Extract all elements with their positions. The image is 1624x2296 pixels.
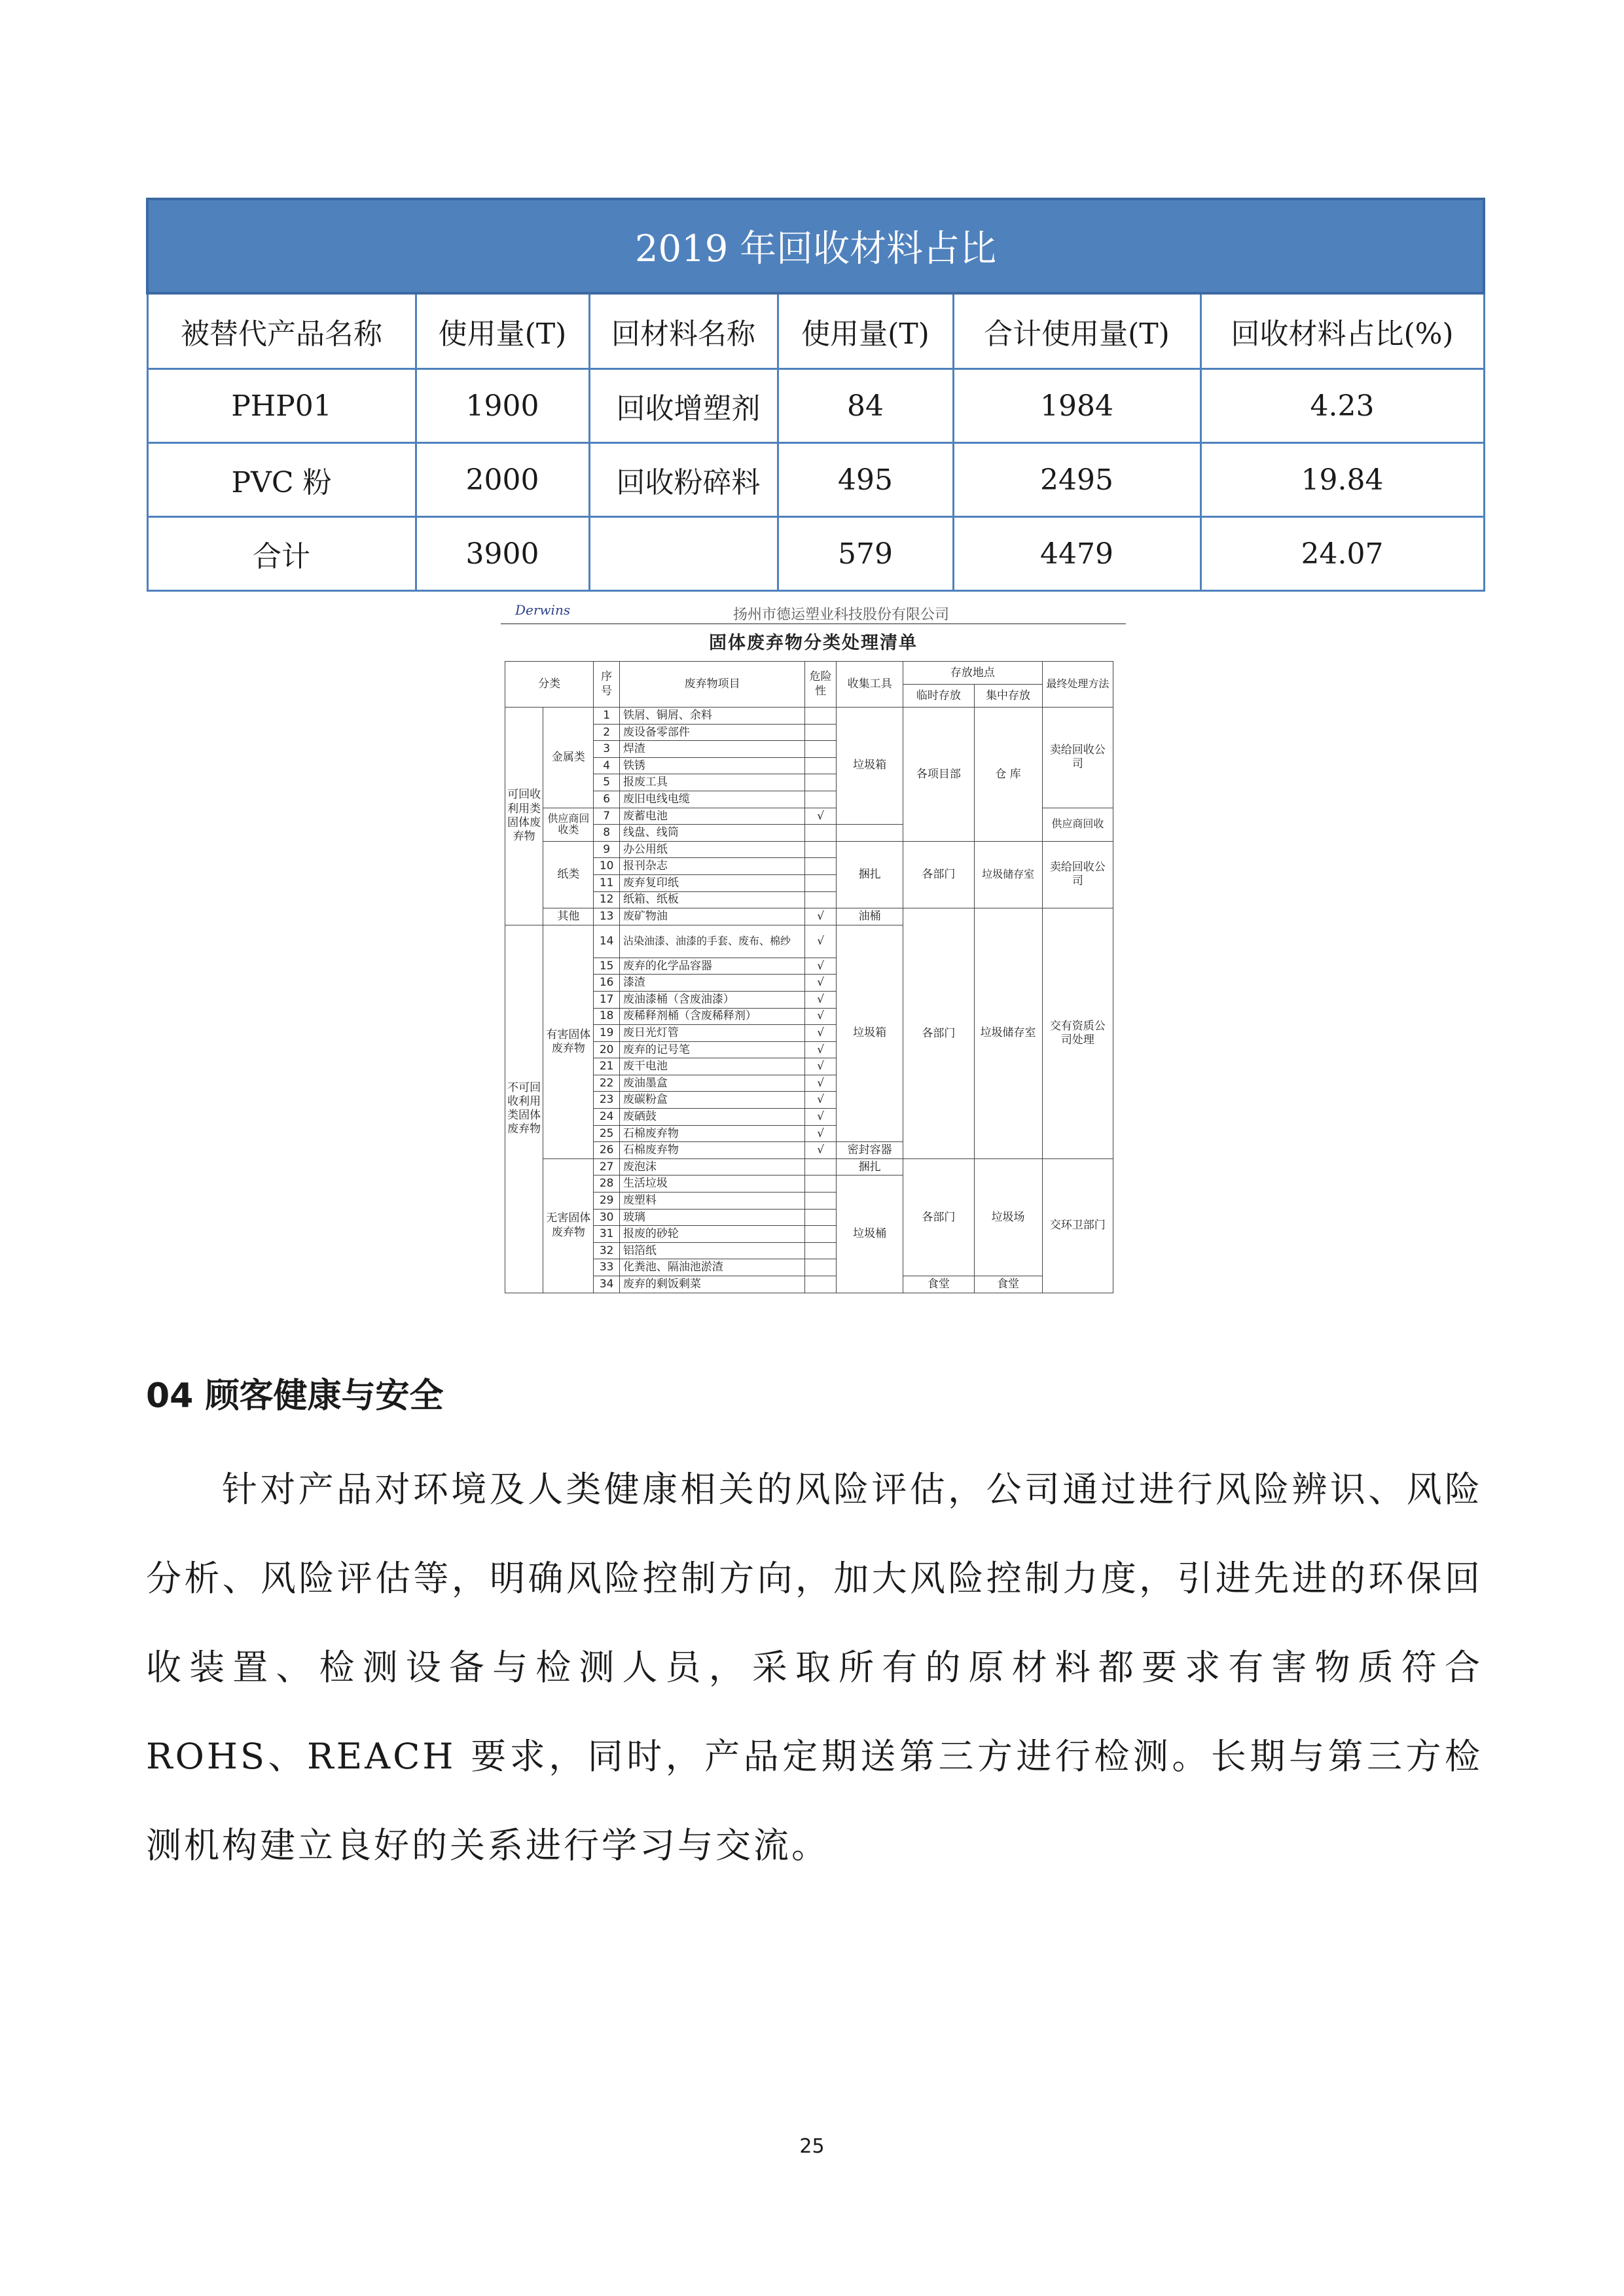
- waste-item: 石棉废弃物: [619, 1125, 804, 1142]
- company-logo: Derwins: [515, 602, 571, 618]
- place-each-dept: 各部门: [903, 908, 974, 1159]
- table-cell: 2495: [953, 443, 1200, 517]
- group-recyclable: 可回收利用类固体废弃物: [505, 708, 543, 925]
- table-cell: 19.84: [1200, 443, 1484, 517]
- place-each-project: 各项目部: [903, 708, 974, 842]
- hazard-mark: √: [805, 1092, 837, 1109]
- hazard-mark: √: [805, 1025, 837, 1042]
- table-cell: 2000: [416, 443, 589, 517]
- waste-item: 铁屑、铜屑、余料: [619, 708, 804, 725]
- waste-item: 焊渣: [619, 741, 804, 758]
- table-cell: 1900: [416, 369, 589, 443]
- waste-item: 铁锈: [619, 757, 804, 774]
- waste-item: 报废工具: [619, 774, 804, 791]
- tool-bucket: 垃圾桶: [837, 1175, 903, 1293]
- waste-item: 废日光灯管: [619, 1025, 804, 1042]
- header-no: 序号: [594, 662, 620, 708]
- table-title: 2019 年回收材料占比: [147, 199, 1484, 293]
- place-each-dept: 各部门: [903, 841, 974, 908]
- header-central: 集中存放: [974, 685, 1042, 708]
- hazard-mark: √: [805, 975, 837, 992]
- hazard-mark: √: [805, 1142, 837, 1159]
- section-paragraph: 针对产品对环境及人类健康相关的风险评估，公司通过进行风险辨识、风险分析、风险评估等，明确风险控制方向，加大风险控制力度，引进先进的环保回收装置、检测设备与检测人员，采取所有的原材料都要求有害物质符合 ROHS、REACH 要求，同时，产品定期送第三方进行检测。长期与第三方检测机构建立良好的关系进行学习与交流。: [146, 1469, 1483, 1866]
- waste-table-title: 固体废弃物分类处理清单: [709, 633, 918, 653]
- header-category: 分类: [505, 662, 594, 708]
- waste-item: 生活垃圾: [619, 1175, 804, 1193]
- table-cell: PVC 粉: [147, 443, 416, 517]
- waste-item: 废塑料: [619, 1193, 804, 1210]
- hazard-mark: √: [805, 991, 837, 1008]
- hazard-mark: √: [805, 1058, 837, 1075]
- hazard-mark: √: [805, 808, 837, 825]
- hazard-mark: √: [805, 1125, 837, 1142]
- hazard-mark: √: [805, 925, 837, 958]
- waste-item: 化粪池、隔油池淤渣: [619, 1259, 804, 1276]
- place-dump: 垃圾场: [974, 1158, 1042, 1276]
- hazard-mark: √: [805, 1109, 837, 1126]
- table-cell: PHP01: [147, 369, 416, 443]
- recycle-ratio-table: [146, 198, 1485, 592]
- header-tool: 收集工具: [837, 662, 903, 708]
- table-cell: [589, 517, 778, 591]
- group-non-recyclable: 不可回收利用类固体废弃物: [505, 925, 543, 1293]
- waste-item: 纸箱、纸板: [619, 891, 804, 908]
- table-row: [147, 369, 1484, 443]
- header-final: 最终处理方法: [1042, 662, 1113, 708]
- table-cell: 4.23: [1200, 369, 1484, 443]
- group-harmless: 无害固体废弃物: [543, 1158, 594, 1293]
- final-supplier: 供应商回收: [1042, 808, 1113, 841]
- waste-item: 废泡沫: [619, 1158, 804, 1175]
- hazard-mark: √: [805, 1008, 837, 1025]
- table-cell: 合计: [147, 517, 416, 591]
- place-canteen: 食堂: [903, 1276, 974, 1293]
- waste-item: 石棉废弃物: [619, 1142, 804, 1159]
- hazard-mark: √: [805, 908, 837, 925]
- table-cell: 579: [778, 517, 953, 591]
- table-cell: 4479: [953, 517, 1200, 591]
- header-hazard: 危险性: [805, 662, 837, 708]
- table-row: [147, 517, 1484, 591]
- waste-item: 废矿物油: [619, 908, 804, 925]
- final-sell: 卖给回收公司: [1042, 841, 1113, 908]
- header-item: 废弃物项目: [619, 662, 804, 708]
- waste-item: 废硒鼓: [619, 1109, 804, 1126]
- hazard-mark: √: [805, 958, 837, 975]
- waste-item: 废弃复印纸: [619, 874, 804, 891]
- waste-item: 办公用纸: [619, 841, 804, 858]
- waste-item: 废蓄电池: [619, 808, 804, 825]
- waste-item: 废设备零部件: [619, 724, 804, 741]
- waste-item: 铝箔纸: [619, 1242, 804, 1259]
- place-waste-room: 垃圾储存室: [974, 841, 1042, 908]
- header-storage: 存放地点: [903, 662, 1042, 685]
- waste-classification-image: [501, 603, 1126, 1320]
- group-hazardous: 有害固体废弃物: [543, 925, 594, 1158]
- tool-sealed: 密封容器: [837, 1142, 903, 1159]
- waste-item: 废弃的记号笔: [619, 1041, 804, 1058]
- place-waste-room: 垃圾储存室: [974, 908, 1042, 1159]
- waste-item: 报刊杂志: [619, 858, 804, 875]
- tool-oil-barrel: 油桶: [837, 908, 903, 925]
- column-header: 合计使用量(T): [953, 293, 1200, 369]
- column-header: 使用量(T): [778, 293, 953, 369]
- group-paper: 纸类: [543, 841, 594, 908]
- place-canteen: 食堂: [974, 1276, 1042, 1293]
- waste-item: 废弃的剩饭剩菜: [619, 1276, 804, 1293]
- section-heading: 04 顾客健康与安全: [146, 1376, 444, 1416]
- place-warehouse: 仓 库: [974, 708, 1042, 842]
- group-metal: 金属类: [543, 708, 594, 808]
- waste-item: 废碳粉盒: [619, 1092, 804, 1109]
- waste-item: 沾染油漆、油漆的手套、废布、棉纱: [619, 925, 804, 958]
- waste-classification-table: 分类 序号 废弃物项目 危险性 收集工具 存放地点 最终处理方法 临时存放 集中存放 可回收利用类固体废弃物 金属类 1 铁屑、铜屑、余料 垃圾箱 各项目部 仓 库 卖给回收公司 2 废设备零部件 3 焊渣 4 铁锈 5 报废工具 6 废旧电线电缆 供应商回收类 7 废蓄电池 √ 供应商回收 8 线盘、线筒 纸类 9 办公用纸 捆扎 各部门 垃圾储存室 卖给回收公司 10 报刊杂志 11 废弃复印纸 12 纸箱、纸板 其他 13 废矿物油 √ 油桶 各部门 垃圾储存室 交有资质公司处理 不可回收利用类固体废弃物 有害固体废弃物 14 沾染油漆、油漆的手套、废布、棉纱 √ 垃圾箱 15 废弃的化学品容器 √ 16 漆渣 √ 17 废油漆桶（含废油漆） √ 18 废稀释剂桶（含废稀释剂） √ 19 废日光灯管 √ 20 废弃的记号笔 √ 21 废干电池 √ 22 废油墨盒 √ 23 废碳粉盒 √ 24 废硒鼓 √ 25 石棉废弃物 √ 26 石棉废弃物 √ 密封容器 无害固体废弃物 27 废泡沫 捆扎 各部门 垃圾场 交环卫部门 28 生活垃圾 垃圾桶 29 废塑料 30 玻璃 31 报废的砂轮 32 铝箔纸 33 化粪池、隔油池淤渣 34 废弃的剩饭剩菜 食堂 食堂: [505, 661, 1113, 1293]
- column-header: 回收材料占比(%): [1200, 293, 1484, 369]
- waste-item: 报废的砂轮: [619, 1226, 804, 1243]
- hazard-mark: √: [805, 1041, 837, 1058]
- column-header: 被替代产品名称: [147, 293, 416, 369]
- table-cell: 1984: [953, 369, 1200, 443]
- group-supplier: 供应商回收类: [543, 808, 594, 841]
- table-cell: 回收增塑剂: [589, 369, 778, 443]
- final-qualified: 交有资质公司处理: [1042, 908, 1113, 1159]
- final-sanitation: 交环卫部门: [1042, 1158, 1113, 1293]
- tool-bundle: 捆扎: [837, 841, 903, 908]
- company-header: [501, 603, 1126, 624]
- waste-item: 废油墨盒: [619, 1075, 804, 1092]
- group-other: 其他: [543, 908, 594, 925]
- company-name: 扬州市德运塑业科技股份有限公司: [733, 607, 950, 623]
- waste-item: 废弃的化学品容器: [619, 958, 804, 975]
- table-cell: 84: [778, 369, 953, 443]
- waste-item: 漆渣: [619, 975, 804, 992]
- page-number: 25: [799, 2135, 825, 2158]
- table-cell: 3900: [416, 517, 589, 591]
- waste-item: 废稀释剂桶（含废稀释剂）: [619, 1008, 804, 1025]
- final-sell: 卖给回收公司: [1042, 708, 1113, 808]
- column-header: 使用量(T): [416, 293, 589, 369]
- table-cell: 24.07: [1200, 517, 1484, 591]
- tool-bundle: 捆扎: [837, 1158, 903, 1175]
- tool-bin: 垃圾箱: [837, 925, 903, 1142]
- waste-item: 废干电池: [619, 1058, 804, 1075]
- place-each-dept: 各部门: [903, 1158, 974, 1276]
- hazard-mark: √: [805, 1075, 837, 1092]
- tool-bin: 垃圾箱: [837, 708, 903, 825]
- waste-item: 玻璃: [619, 1209, 804, 1226]
- waste-item: 废油漆桶（含废油漆）: [619, 991, 804, 1008]
- waste-item: 废旧电线电缆: [619, 791, 804, 808]
- column-header: 回材料名称: [589, 293, 778, 369]
- table-cell: 回收粉碎料: [589, 443, 778, 517]
- waste-item: 线盘、线筒: [619, 825, 804, 842]
- header-temp: 临时存放: [903, 685, 974, 708]
- table-row: [147, 443, 1484, 517]
- table-header-row: [147, 293, 1484, 369]
- table-cell: 495: [778, 443, 953, 517]
